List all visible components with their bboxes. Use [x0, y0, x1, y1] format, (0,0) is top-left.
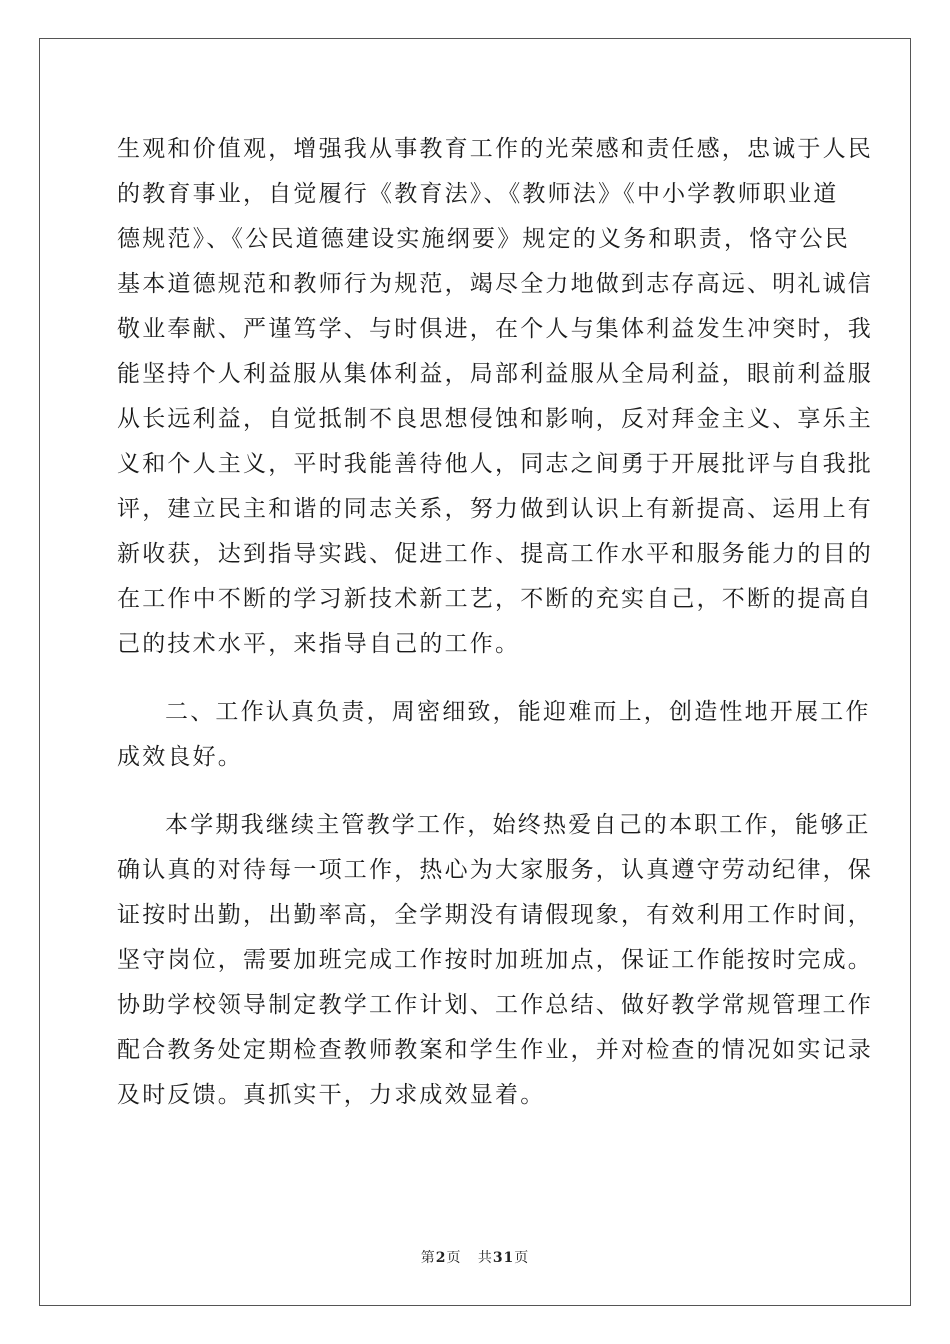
footer-page-suffix: 页 [446, 1250, 462, 1266]
text-line: 及时反馈。真抓实干，力求成效显着。 [117, 1082, 546, 1108]
page-number: 2 [435, 1250, 447, 1266]
paragraph-gap [117, 780, 835, 803]
text-line: 从长远利益，自觉抵制不良思想侵蚀和影响，反对拜金主义、享乐主 [117, 406, 873, 432]
paragraph-2 [117, 690, 871, 780]
text-line: 证按时出勤，出勤率高，全学期没有请假现象，有效利用工作时间， [117, 902, 873, 928]
text-line: 能坚持个人利益服从集体利益，局部利益服从全局利益，眼前利益服 [117, 361, 873, 387]
paragraph-gap [117, 667, 835, 690]
footer-total-prefix: 共 [477, 1250, 493, 1266]
text-line: 确认真的对待每一项工作，热心为大家服务，认真遵守劳动纪律，保 [117, 857, 873, 883]
page-footer [0, 1247, 950, 1267]
paragraph-3 [117, 803, 873, 1118]
footer-total-suffix: 页 [514, 1250, 530, 1266]
footer-prefix: 第 [420, 1250, 436, 1266]
paragraph-1 [117, 127, 873, 667]
text-line: 基本道德规范和教师行为规范，竭尽全力地做到志存高远、明礼诚信 [117, 271, 873, 297]
total-pages: 31 [492, 1250, 515, 1266]
text-line: 的教育事业，自觉履行《教育法》、《教师法》《中小学教师职业道 [117, 181, 839, 207]
text-line: 新收获，达到指导实践、促进工作、提高工作水平和服务能力的目的 [117, 541, 873, 567]
text-line: 评，建立民主和谐的同志关系，努力做到认识上有新提高、运用上有 [117, 496, 873, 522]
text-line: 协助学校领导制定教学工作计划、工作总结、做好教学常规管理工作 [117, 992, 873, 1018]
text-line: 在工作中不断的学习新技术新工艺，不断的充实自己，不断的提高自 [117, 586, 873, 612]
text-line: 敬业奉献、严谨笃学、与时俱进，在个人与集体利益发生冲突时，我 [117, 316, 873, 342]
text-line: 义和个人主义，平时我能善待他人，同志之间勇于开展批评与自我批 [117, 451, 873, 477]
text-line: 坚守岗位，需要加班完成工作按时加班加点，保证工作能按时完成。 [117, 947, 873, 973]
text-line: 二、工作认真负责，周密细致，能迎难而上，创造性地开展工作 [165, 699, 871, 725]
text-line: 成效良好。 [117, 744, 243, 770]
text-line: 德规范》、《公民道德建设实施纲要》规定的义务和职责，恪守公民 [117, 226, 850, 252]
document-body [117, 127, 873, 1118]
text-line: 己的技术水平，来指导自己的工作。 [117, 631, 521, 657]
text-line: 本学期我继续主管教学工作，始终热爱自己的本职工作，能够正 [165, 812, 871, 838]
text-line: 配合教务处定期检查教师教案和学生作业，并对检查的情况如实记录 [117, 1037, 873, 1063]
text-line: 生观和价值观，增强我从事教育工作的光荣感和责任感，忠诚于人民 [117, 136, 873, 162]
